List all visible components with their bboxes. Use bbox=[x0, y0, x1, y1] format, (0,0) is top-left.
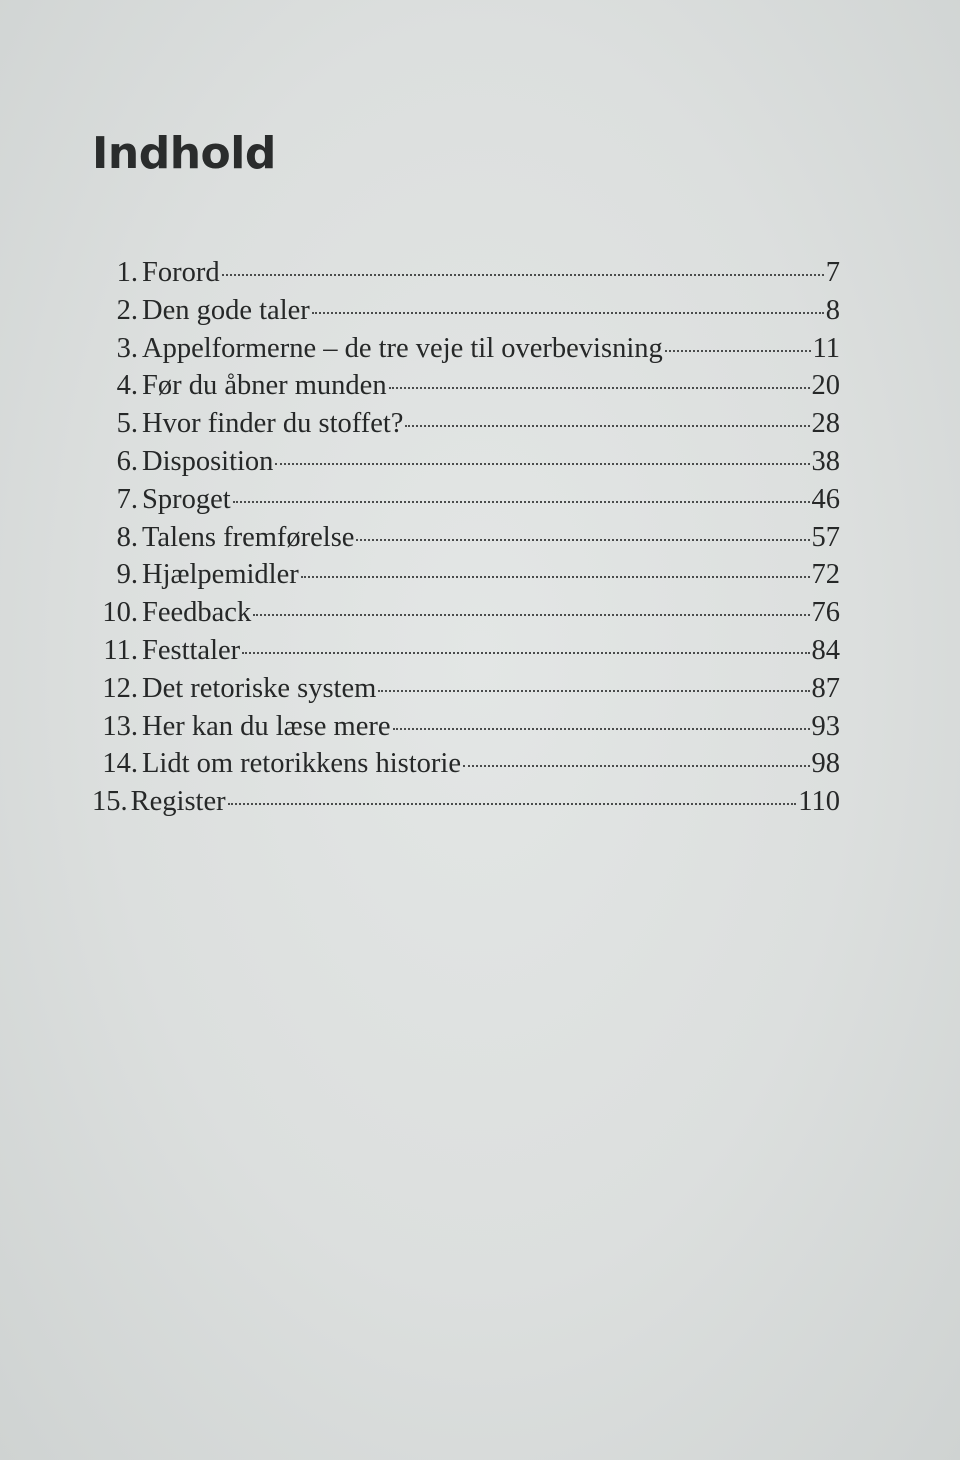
entry-title: Appelformerne – de tre veje til overbevisning bbox=[142, 332, 663, 364]
dot-leader bbox=[356, 539, 809, 541]
toc-entry bbox=[92, 783, 840, 821]
entry-title: Register bbox=[130, 786, 226, 818]
toc-entry bbox=[92, 594, 840, 632]
entry-number: 9. bbox=[116, 559, 138, 591]
page-title: Indhold bbox=[92, 128, 276, 179]
entry-page-number: 87 bbox=[811, 672, 840, 704]
toc-entry bbox=[92, 481, 840, 519]
toc-entry bbox=[92, 745, 840, 783]
entry-page-number: 46 bbox=[811, 483, 840, 515]
dot-leader bbox=[405, 425, 809, 427]
entry-number: 10. bbox=[102, 597, 138, 629]
dot-leader bbox=[393, 728, 810, 730]
entry-page-number: 76 bbox=[811, 597, 840, 629]
entry-number: 1. bbox=[116, 257, 138, 288]
entry-number: 13. bbox=[102, 710, 138, 742]
entry-page-number: 11 bbox=[812, 332, 840, 364]
toc-entry bbox=[92, 254, 840, 292]
toc-entry bbox=[92, 670, 840, 708]
entry-title: Det retoriske system bbox=[142, 672, 377, 704]
entry-title: Hvor finder du stoffet? bbox=[142, 408, 404, 440]
dot-leader bbox=[228, 803, 797, 805]
entry-title: Festtaler bbox=[142, 634, 241, 666]
table-of-contents bbox=[92, 254, 840, 821]
entry-number: 8. bbox=[116, 521, 138, 553]
dot-leader bbox=[233, 501, 810, 503]
toc-entry bbox=[92, 292, 840, 330]
toc-entry bbox=[92, 556, 840, 594]
dot-leader bbox=[253, 614, 809, 616]
entry-number: 2. bbox=[116, 294, 138, 326]
entry-page-number: 28 bbox=[811, 408, 840, 440]
toc-entry bbox=[92, 330, 840, 368]
toc-entry bbox=[92, 443, 840, 481]
dot-leader bbox=[389, 387, 810, 389]
dot-leader bbox=[463, 765, 810, 767]
entry-title: Talens fremførelse bbox=[142, 521, 355, 553]
entry-page-number: 57 bbox=[811, 521, 840, 553]
entry-title: Her kan du læse mere bbox=[142, 710, 391, 742]
toc-entry bbox=[92, 632, 840, 670]
dot-leader bbox=[378, 690, 809, 692]
entry-number: 6. bbox=[116, 445, 138, 477]
entry-title: Før du åbner munden bbox=[142, 370, 387, 402]
entry-number: 15. bbox=[92, 786, 128, 818]
dot-leader bbox=[301, 576, 810, 578]
entry-number: 12. bbox=[102, 672, 138, 704]
toc-entry bbox=[92, 708, 840, 746]
entry-title: Feedback bbox=[142, 597, 252, 629]
entry-page-number: 8 bbox=[825, 294, 840, 326]
entry-title: Disposition bbox=[142, 445, 274, 477]
entry-page-number: 72 bbox=[811, 559, 840, 591]
entry-number: 7. bbox=[116, 483, 138, 515]
entry-page-number: 7 bbox=[825, 257, 840, 288]
entry-title: Den gode taler bbox=[142, 294, 310, 326]
entry-title: Forord bbox=[142, 257, 220, 288]
entry-number: 11. bbox=[103, 634, 138, 666]
dot-leader bbox=[275, 463, 809, 465]
toc-entry bbox=[92, 367, 840, 405]
entry-page-number: 93 bbox=[811, 710, 840, 742]
entry-title: Lidt om retorikkens historie bbox=[142, 748, 461, 780]
entry-title: Hjælpemidler bbox=[142, 559, 299, 591]
entry-number: 5. bbox=[116, 408, 138, 440]
entry-number: 14. bbox=[102, 748, 138, 780]
entry-number: 3. bbox=[116, 332, 138, 364]
entry-page-number: 84 bbox=[811, 634, 840, 666]
dot-leader bbox=[312, 312, 824, 314]
dot-leader bbox=[222, 274, 824, 276]
entry-page-number: 98 bbox=[811, 748, 840, 780]
entry-page-number: 38 bbox=[811, 445, 840, 477]
toc-entry bbox=[92, 519, 840, 557]
entry-title: Sproget bbox=[142, 483, 231, 515]
entry-number: 4. bbox=[116, 370, 138, 402]
entry-page-number: 20 bbox=[811, 370, 840, 402]
entry-page-number: 110 bbox=[798, 786, 840, 818]
toc-entry bbox=[92, 405, 840, 443]
dot-leader bbox=[242, 652, 809, 654]
dot-leader bbox=[665, 350, 811, 352]
